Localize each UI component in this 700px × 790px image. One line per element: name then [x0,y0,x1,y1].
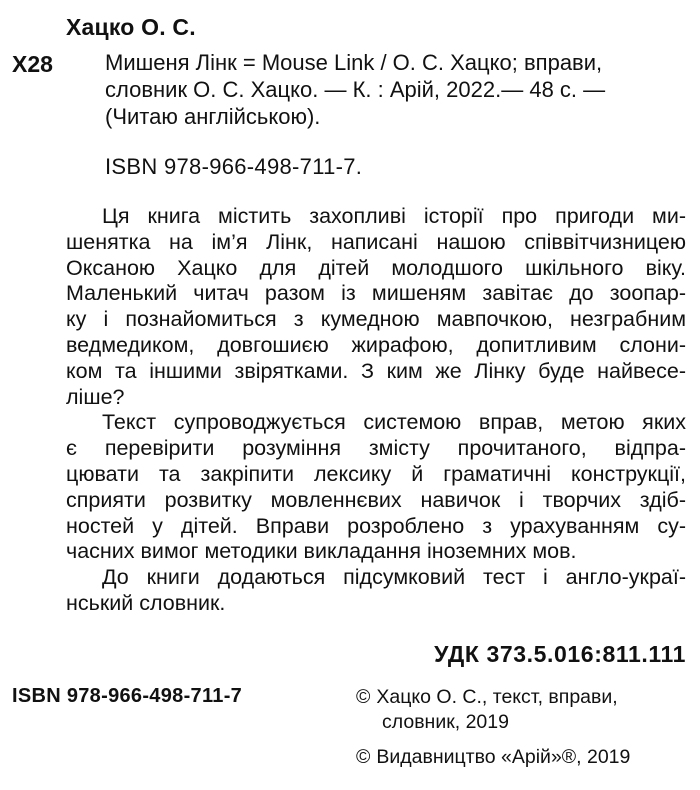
bib-line-2: словник О. С. Хацко. — К. : Арій, 2022.— 48 с. — [105,77,606,102]
annotation-line: є перевірити розуміння змісту прочитаного, відпра- [66,436,686,461]
copyright-author-text: Хацко О. С., текст, вправи, [376,686,618,708]
annotation-text [66,204,686,617]
annotation-line: Текст супроводжується системою вправ, метою яких [102,410,686,435]
bibliographic-description [105,49,690,130]
annotation-line: сприяти розвитку мовленнєвих навичок і творчих здіб- [66,487,686,512]
author-heading: Хацко О. С. [66,14,196,40]
annotation-line: ку і познайомиться з кумедною мавпочкою, незграбним [66,307,686,332]
annotation-line: нський словник. [66,590,226,615]
bib-line-3: (Читаю англійською). [105,104,321,129]
annotation-line: Маленький читач разом із мишеням завітає до зоопар- [66,281,686,306]
isbn-footer: ISBN 978-966-498-711-7 [12,685,243,707]
annotation-line: шенятка на ім’я Лінк, написані нашою співвітчизницею [66,229,686,254]
bib-line-1: Мишеня Лінк = Mouse Link / О. С. Хацко; вправи, [105,50,603,75]
annotation-line: ком та іншими звірятками. З ким же Лінку буде найвесе- [66,358,686,383]
annotation-line: ліше? [66,384,125,409]
copyright-publisher-line [356,745,686,770]
annotation-line: Оксаною Хацко для дітей молодшого шкільного віку. [66,255,686,280]
udk-code: УДК 373.5.016:811.111 [434,641,686,667]
copyright-block [356,685,686,770]
classification-code: Х28 [12,51,53,77]
annotation-line: ностей у дітей. Вправи розроблено з урахуванням су- [66,513,686,538]
copyright-author-line [356,685,686,710]
copyright-symbol: © [356,686,371,708]
copyright-author-continuation: словник, 2019 [382,711,509,733]
copyright-symbol: © [356,746,371,768]
annotation-line: ведмедиком, довгошиєю жирафою, допитливим слони- [66,332,686,357]
copyright-publisher-text: Видавництво «Арій»®, 2019 [376,746,631,768]
annotation-line: цювати та закріпити лексику й граматичні конструкції, [66,461,686,486]
isbn-main: ISBN 978-966-498-711-7. [105,154,363,179]
annotation-line: Ця книга містить захопливі історії про пригоди ми- [102,204,686,228]
annotation-line: До книги додаються підсумковий тест і англо-украї- [102,565,686,590]
annotation-line: часних вимог методики викладання іноземних мов. [66,539,577,564]
